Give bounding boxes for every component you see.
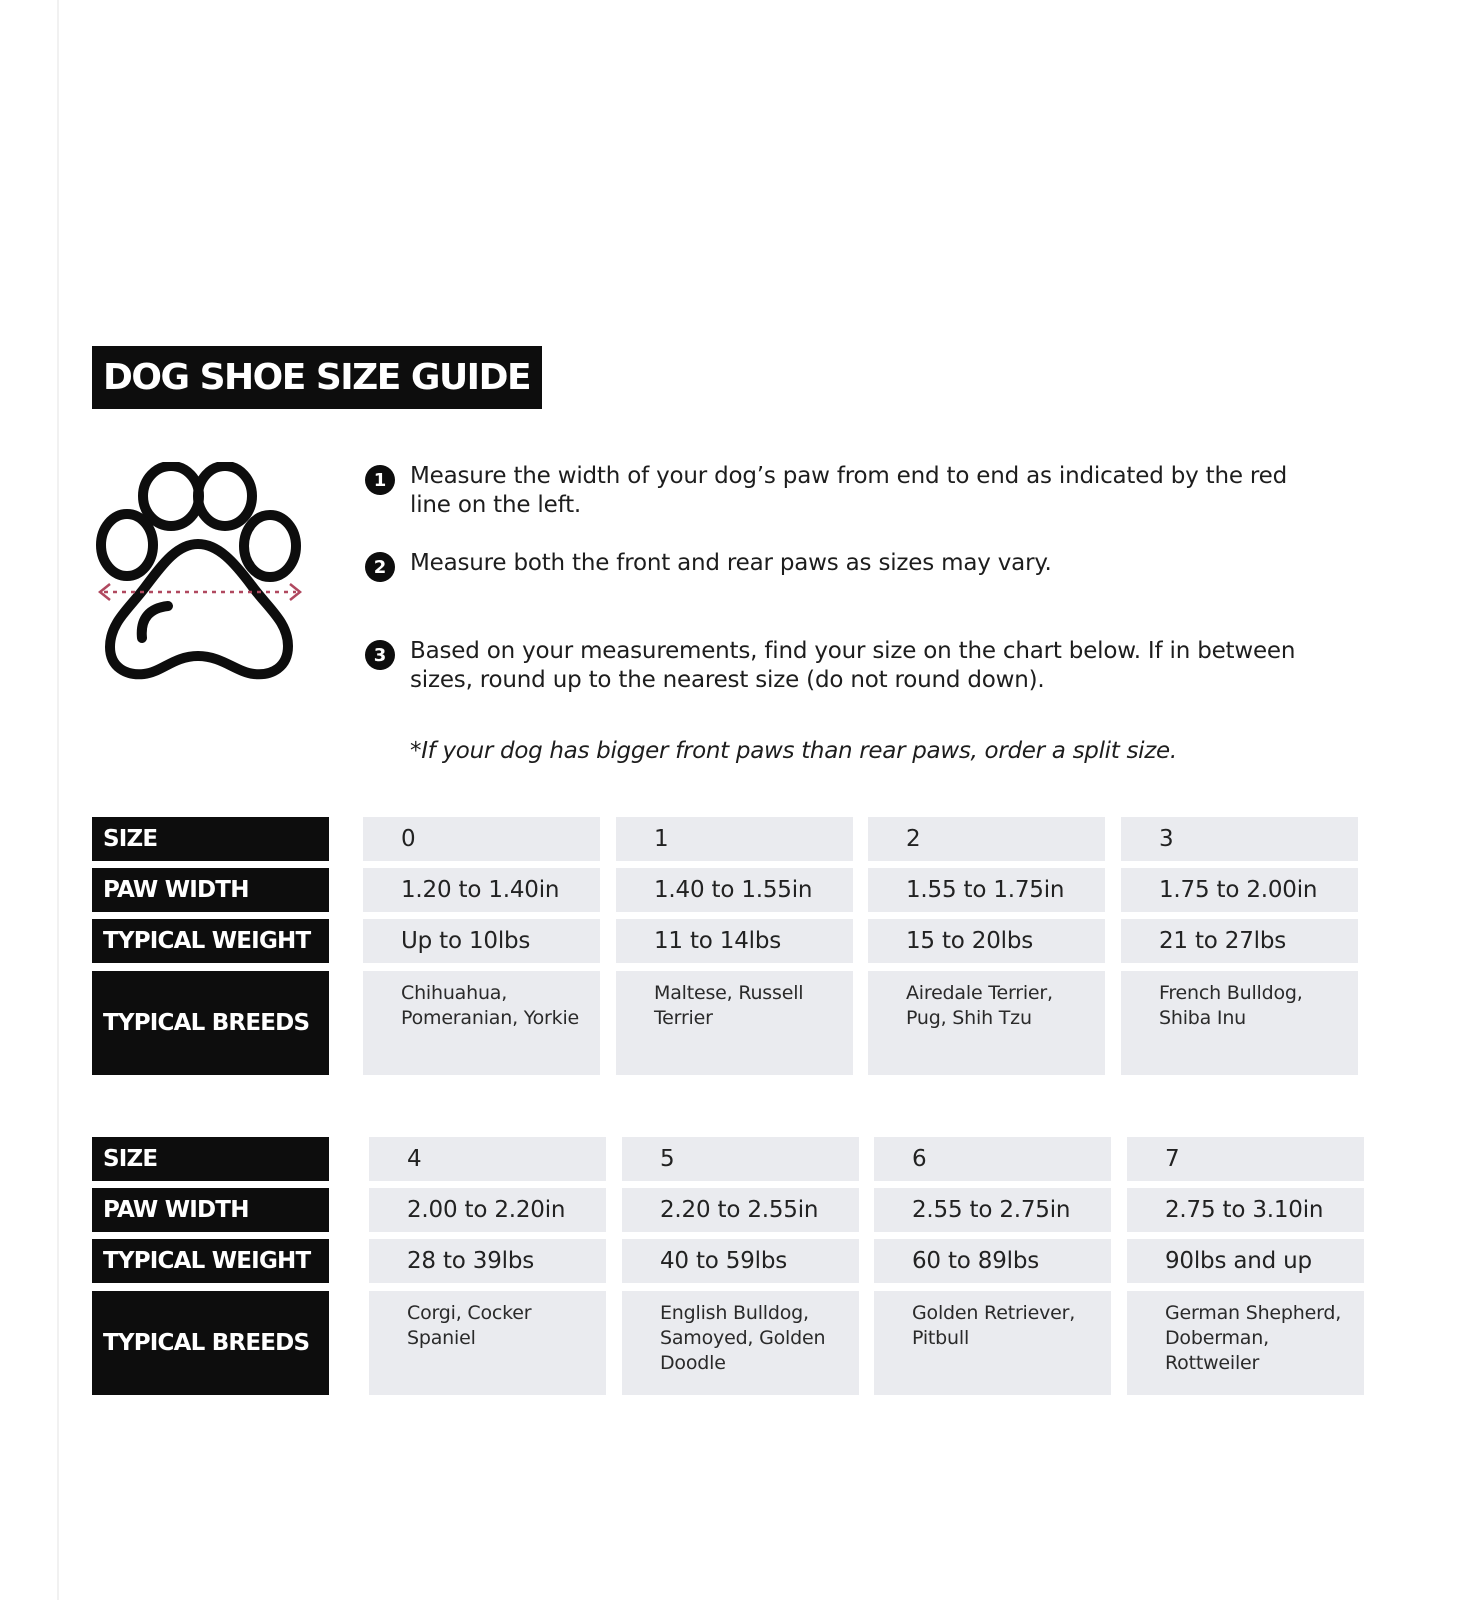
row-label-size: SIZE — [92, 1137, 329, 1181]
size-cell: 3 — [1121, 817, 1358, 861]
weight-cell: 40 to 59lbs — [622, 1239, 859, 1283]
breeds-cell: German Shepherd, Doberman, Rottweiler — [1127, 1291, 1364, 1395]
paw-width-cell: 1.40 to 1.55in — [616, 868, 853, 912]
size-cell: 0 — [363, 817, 600, 861]
paw-width-cell: 1.55 to 1.75in — [868, 868, 1105, 912]
page-title: DOG SHOE SIZE GUIDE — [92, 346, 542, 409]
page-edge-rule — [57, 0, 59, 1600]
paw-icon — [90, 462, 310, 687]
weight-cell: 11 to 14lbs — [616, 919, 853, 963]
weight-cell: 15 to 20lbs — [868, 919, 1105, 963]
row-label-paw-width: PAW WIDTH — [92, 1188, 329, 1232]
size-cell: 2 — [868, 817, 1105, 861]
paw-width-cell: 2.20 to 2.55in — [622, 1188, 859, 1232]
step-number-badge: 1 — [365, 465, 395, 495]
paw-width-cell: 2.00 to 2.20in — [369, 1188, 606, 1232]
breeds-cell: Corgi, Cocker Spaniel — [369, 1291, 606, 1395]
row-label-typical-weight: TYPICAL WEIGHT — [92, 1239, 329, 1283]
weight-cell: 60 to 89lbs — [874, 1239, 1111, 1283]
step-1 — [365, 462, 1320, 520]
breeds-cell: Golden Retriever, Pitbull — [874, 1291, 1111, 1395]
size-cell: 7 — [1127, 1137, 1364, 1181]
step-text: Measure both the front and rear paws as sizes may vary. — [410, 550, 1052, 576]
step-text: Measure the width of your dog’s paw from end to end as indicated by the red line on the left. — [410, 463, 1287, 518]
size-cell: 1 — [616, 817, 853, 861]
split-size-note: *If your dog has bigger front paws than rear paws, order a split size. — [410, 738, 1177, 764]
step-3 — [365, 637, 1320, 695]
step-2 — [365, 549, 1320, 582]
size-cell: 4 — [369, 1137, 606, 1181]
breeds-cell: Chihuahua, Pomeranian, Yorkie — [363, 971, 600, 1075]
paw-width-cell: 2.75 to 3.10in — [1127, 1188, 1364, 1232]
paw-width-cell: 1.75 to 2.00in — [1121, 868, 1358, 912]
paw-width-cell: 2.55 to 2.75in — [874, 1188, 1111, 1232]
breeds-cell: Maltese, Russell Terrier — [616, 971, 853, 1075]
step-number-badge: 2 — [365, 552, 395, 582]
weight-cell: Up to 10lbs — [363, 919, 600, 963]
step-number-badge: 3 — [365, 640, 395, 670]
row-label-typical-weight: TYPICAL WEIGHT — [92, 919, 329, 963]
size-cell: 6 — [874, 1137, 1111, 1181]
row-label-typical-breeds: TYPICAL BREEDS — [92, 971, 329, 1075]
breeds-cell: French Bulldog, Shiba Inu — [1121, 971, 1358, 1075]
weight-cell: 90lbs and up — [1127, 1239, 1364, 1283]
size-cell: 5 — [622, 1137, 859, 1181]
row-label-typical-breeds: TYPICAL BREEDS — [92, 1291, 329, 1395]
paw-width-cell: 1.20 to 1.40in — [363, 868, 600, 912]
weight-cell: 28 to 39lbs — [369, 1239, 606, 1283]
row-label-paw-width: PAW WIDTH — [92, 868, 329, 912]
weight-cell: 21 to 27lbs — [1121, 919, 1358, 963]
breeds-cell: English Bulldog, Samoyed, Golden Doodle — [622, 1291, 859, 1395]
breeds-cell: Airedale Terrier, Pug, Shih Tzu — [868, 971, 1105, 1075]
row-label-size: SIZE — [92, 817, 329, 861]
step-text: Based on your measurements, find your size on the chart below. If in between sizes, round up to the nearest size (do not round down). — [410, 638, 1296, 693]
